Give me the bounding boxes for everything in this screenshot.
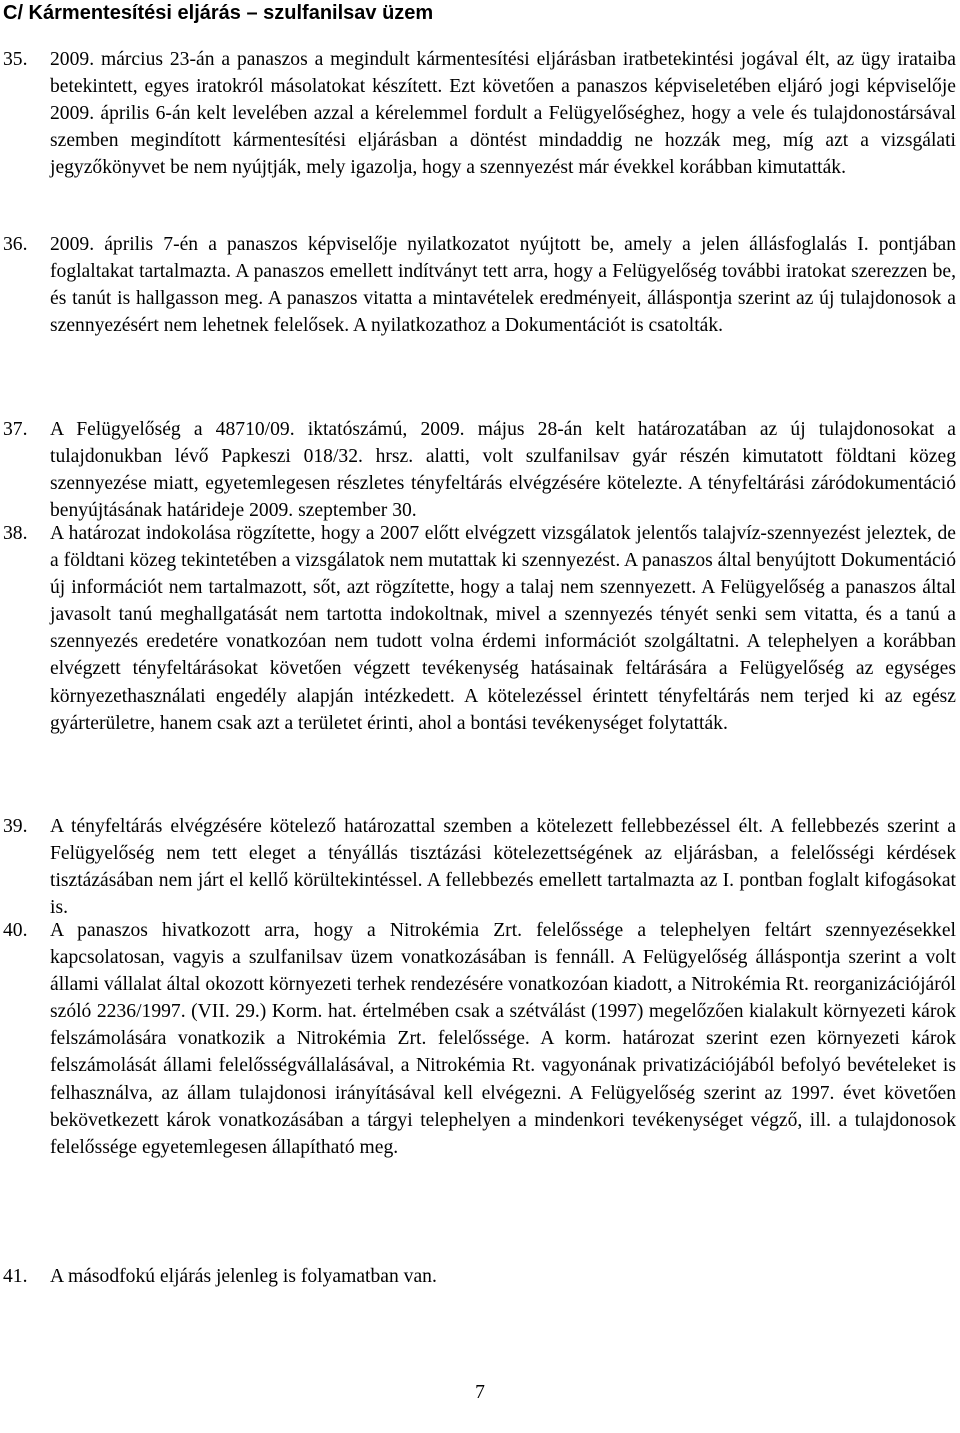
paragraph-number: 39. <box>3 816 28 837</box>
paragraph-37 <box>3 416 956 524</box>
paragraph-text: 2009. április 7-én a panaszos képviselője nyilatkozatot nyújtott be, amely a jelen állásfoglalás I. pontjában foglaltakat tartalmazta. A panaszos emellett indítványt tett arra, hogy a Felügyelőség további iratokat szerezzen be, és tanút is hallgasson meg. A panaszos vitatta a mintavételek eredményeit, álláspontja szerint az új tulajdonosok a szennyezésért nem lehetnek felelősek. A nyilatkozathoz a Dokumentációt is csatolták. <box>50 234 956 337</box>
paragraph-number: 41. <box>3 1266 28 1287</box>
paragraph-number: 36. <box>3 234 28 255</box>
paragraph-41 <box>3 1263 956 1290</box>
paragraph-number: 35. <box>3 49 28 70</box>
paragraph-text: A Felügyelőség a 48710/09. iktatószámú, 2009. május 28-án kelt határozatában az új tulajdonosokat a tulajdonukban lévő Papkeszi 018/32. hrsz. alatti, volt szulfanilsav gyár részén kimutatott földtani közeg szennyezése miatt, egyetemlegesen részletes tényfeltárás elvégzésére kötelezte. A tényfeltárási záródokumentáció benyújtásának határideje 2009. szeptember 30. <box>50 419 956 522</box>
paragraph-text: A tényfeltárás elvégzésére kötelező határozattal szemben a kötelezett fellebbezéssel élt. A fellebbezés szerint a Felügyelőség nem tett eleget a tényállás tisztázási kötelezettségének az eljárásban, a felelősségi kérdések tisztázásában nem járt el kellő körültekintéssel. A fellebbezés emellett tartalmazta az I. pontban foglalt kifogásokat is. <box>50 816 956 919</box>
paragraph-number: 37. <box>3 419 28 440</box>
paragraph-35 <box>3 46 956 181</box>
paragraph-number: 40. <box>3 920 28 941</box>
paragraph-number: 38. <box>3 523 28 544</box>
paragraph-36 <box>3 231 956 339</box>
paragraph-39 <box>3 813 956 921</box>
paragraph-40 <box>3 917 956 1161</box>
paragraph-text: 2009. március 23-án a panaszos a megindult kármentesítési eljárásban iratbetekintési jogával élt, az ügy irataiba betekintett, egyes iratokról másolatokat készített. Ezt követően a panaszos képviseletében eljáró jogi képviselője 2009. április 6-án kelt levelében azzal a kérelemmel fordult a Felügyelőséghez, hogy a vele és tulajdonostársával szemben megindított kármentesítési eljárásban a döntést mindaddig ne hozzák meg, míg azt a vizsgálati jegyzőkönyvet be nem nyújtják, mely igazolja, hogy a szennyezést már évekkel korábban kimutatták. <box>50 49 956 179</box>
paragraph-text: A panaszos hivatkozott arra, hogy a Nitrokémia Zrt. felelőssége a telephelyen feltárt szennyezésekkel kapcsolatosan, vagyis a szulfanilsav üzem vonatkozásában is fennáll. A Felügyelőség álláspontja szerint a volt állami vállalat által okozott környezeti terhek rendezésére vonatkozóan kiadott, a Nitrokémia Rt. reorganizációjáról szóló 2236/1997. (VII. 29.) Korm. hat. értelmében csak a szétválást (1997) megelőzően kialakult környezeti károk felszámolására vonatkozik a Nitrokémia Zrt. felelőssége. A korm. határozat szerint ezen környezeti károk felszámolását állami felelősségvállalásával, a Nitrokémia Rt. vagyonának privatizációjából befolyó bevételeket is felhasználva, az állam tulajdonosi irányításával kell elvégezni. A Felügyelőség szerint az 1997. évet követően bekövetkezett károk vonatkozásában a tárgyi telephelyen a mindenkori tevékenységet végző, ill. a tulajdonosok felelőssége egyetemlegesen állapítható meg. <box>50 920 956 1158</box>
section-heading: C/ Kármentesítési eljárás – szulfanilsav üzem <box>3 2 434 24</box>
page-number: 7 <box>475 1382 485 1403</box>
paragraph-text: A határozat indokolása rögzítette, hogy a 2007 előtt elvégzett vizsgálatok jelentős talajvíz-szennyezést jeleztek, de a földtani közeg tekintetében a vizsgálatok nem mutattak ki szennyezést. A panaszos által benyújtott Dokumentáció új információt nem tartalmazott, sőt, azt rögzítette, hogy a talaj nem szennyezett. A Felügyelőség a panaszos által javasolt tanú meghallgatását nem tartotta indokoltnak, mivel a szennyezés tényét senki sem vitatta, és a tanú a szennyezés eredetére vonatkozóan nem tudott volna érdemi információt szolgáltatni. A telephelyen a korábban elvégzett tényfeltárásokat követően végzett tevékenység hatásainak feltárására a Felügyelőség az egységes környezethasználati engedély alapján intézkedett. A kötelezéssel érintett tényfeltárás nem terjed ki az egész gyárterületre, hanem csak azt a területet érinti, ahol a bontási tevékenységet folytatták. <box>50 523 956 734</box>
paragraph-38 <box>3 520 956 737</box>
paragraph-text: A másodfokú eljárás jelenleg is folyamatban van. <box>50 1266 437 1287</box>
